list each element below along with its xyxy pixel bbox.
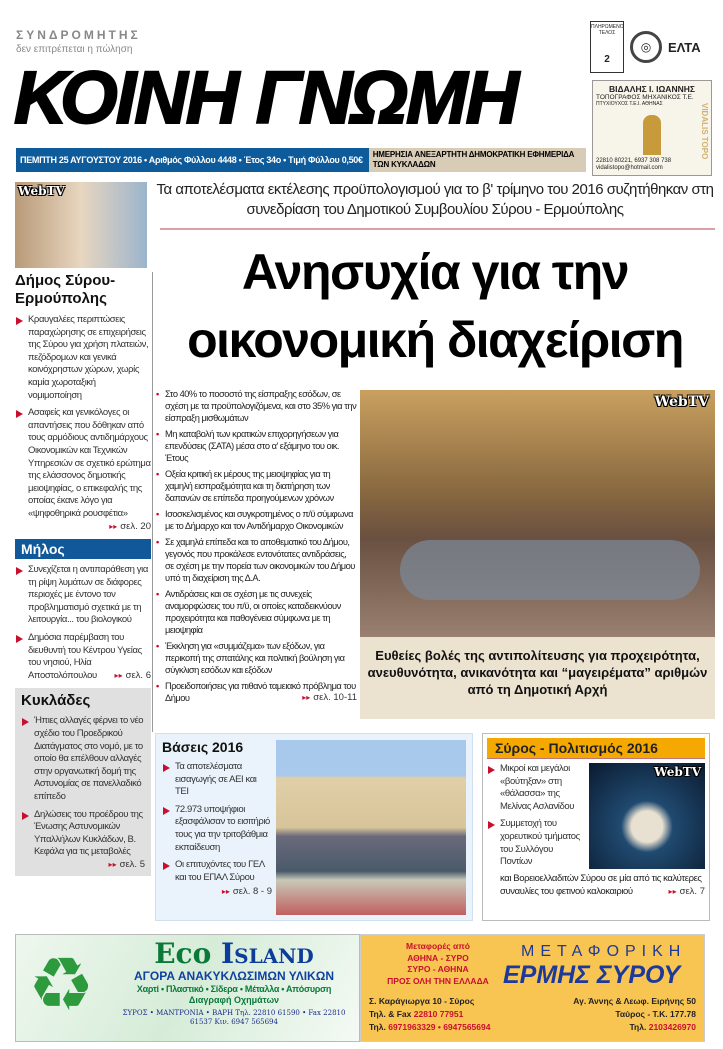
list-item: • Στο 40% το ποσοστό της είσπραξης εσόδων, σε σχέση με τα προϋπολογιζόμενα, και στο 35% για την είσπραξη μισθωμάτων bbox=[156, 388, 357, 424]
list-item[interactable]: Δηλώσεις του προέδρου της Ένωσης Αστυνομικών Υπαλλήλων Κυκλάδων, Β. Κεφάλα για τις μεταβολές bbox=[21, 809, 145, 859]
syros-section bbox=[482, 733, 710, 921]
main-bullets bbox=[156, 388, 357, 708]
list-item: • Οξεία κριτική εκ μέρους της μειοψηφίας για τη χαμηλή εισπραξιμότητα και τη διατήρηση των δαπανών σε επίπεδα προηγούμενων χρόνων bbox=[156, 468, 357, 504]
webtv-logo: WebTV bbox=[654, 765, 701, 779]
list-item: • Σε χαμηλά επίπεδα και το αποθεματικό του Δήμου, γεγονός που προκάλεσε εντονότατες αντιδράσεις, σε σχέση με την πορεία των οικονομικών του Δήμου υπό τη διαχείριση της Δ.Α. bbox=[156, 536, 357, 584]
list-item[interactable]: Ήπιες αλλαγές φέρνει το νέο σχέδιο του Προεδρικού Διατάγματος στο νομό, με το οποίο θα επέλθουν αλλαγές στην οργανωτική δομή της Αστυνομίας σε πανελλαδικό επίπεδο bbox=[21, 715, 145, 803]
tagline: ΗΜΕΡΗΣΙΑ ΑΝΕΞΑΡΤΗΤΗ ΔΗΜΟΚΡΑΤΙΚΗ ΕΦΗΜΕΡΙΔΑ ΤΩΝ ΚΥΚΛΑΔΩΝ bbox=[369, 148, 586, 172]
left-column bbox=[15, 272, 151, 876]
page-ref[interactable]: ▸▸ σελ. 20 bbox=[109, 520, 151, 532]
recycle-icon: ♻ bbox=[28, 943, 95, 1026]
council-photo bbox=[15, 182, 147, 268]
page-ref[interactable]: ▸▸ σελ. 10-11 bbox=[302, 692, 357, 703]
vidalis-ad[interactable]: ΒΙΔΑΛΗΣ Ι. ΙΩΑΝΝΗΣ ΤΟΠΟΓΡΑΦΟΣ ΜΗΧΑΝΙΚΟΣ Τ.Ε. ΠΤΥΧΙΟΥΧΟΣ Τ.Ε.Ι. ΑΘΗΝΑΣ VIDALIS TOPO 22810 80221, 6937 308 738 vidalistopo@hotmail.com bbox=[592, 80, 712, 176]
section-heading: Κυκλάδες bbox=[21, 692, 91, 710]
page-ref[interactable]: ▸▸ σελ. 8 - 9 bbox=[221, 886, 272, 898]
list-item[interactable]: 72.973 υποψήφιοι εξασφάλισαν το εισιτήριό τους για την τριτοβάθμια εκπαίδευση bbox=[162, 804, 272, 854]
page-ref[interactable]: ▸▸ σελ. 7 bbox=[668, 885, 705, 897]
page-ref[interactable]: ▸▸ σελ. 6 bbox=[114, 669, 151, 681]
surveyor-icon bbox=[643, 115, 661, 155]
subheadline: Τα αποτελέσματα εκτέλεσης προϋπολογισμού για το β' τρίμηνο του 2016 συζητήθηκαν στη συνεδρίαση του Δημοτικού Συμβουλίου Σύρου - Ερμούπολης bbox=[156, 181, 714, 218]
list-item: • Αντιδράσεις και σε σχέση με τις συνεχείς αναμορφώσεις του π/ϋ, οι οποίες καταδεικνύουν προχειρότητα και παθογένεια σύμφωνα με τη μειοψηφία bbox=[156, 588, 357, 636]
dateline-bar bbox=[16, 148, 586, 172]
dateline: ΠΕΜΠΤΗ 25 ΑΥΓΟΥΣΤΟΥ 2016 • Αριθμός Φύλλου 4448 • Έτος 34ο • Τιμή Φύλλου 0,50€ bbox=[16, 148, 369, 172]
subscriber-label: ΣΥΝΔΡΟΜΗΤΗΣ bbox=[16, 28, 141, 42]
photo-caption: Ευθείες βολές της αντιπολίτευσης για προχειρότητα, ανευθυνότητα, ανικανότητα και “μαγειρέματα” αριθμών από τη Δημοτική Αρχή bbox=[360, 637, 715, 719]
headline[interactable]: Ανησυχία για την οικονομική διαχείριση bbox=[187, 244, 683, 368]
school-photo bbox=[276, 740, 466, 915]
list-item[interactable]: Συνεχίζεται η αντιπαράθεση για τη ρίψη λυμάτων σε διάφορες περιοχές με έντονο τον προβληματισμό σχετικά με τη λειτουργία... του βιολογικού bbox=[15, 564, 151, 627]
kyklades-section bbox=[15, 688, 151, 875]
list-item[interactable]: Συμμετοχή του χορευτικού τμήματος του Συλλόγου Ποντίων bbox=[487, 818, 587, 868]
webtv-logo: WebTV bbox=[654, 394, 709, 410]
list-item: • Μη καταβολή των κρατικών επιχορηγήσεων για επενδύσεις (ΣΑΤΑ) μέσα στο α' εξάμηνο του οικ. Έτους bbox=[156, 428, 357, 464]
list-item: • Έκκληση για «συμμάζεμα» των εξόδων, για περικοπή της σπατάλης και πολιτική βούληση για σύγκλιση εσόδων και εξόδων bbox=[156, 640, 357, 676]
list-item[interactable]: Κραυγαλέες περιπτώσεις παραχώρησης σε επιχειρήσεις της Σύρου για χρήση πλατειών, πεζόδρομων και γενικά κοινόχρηστων χώρων, χωρίς καμία χωροταξική νομιμοποίηση bbox=[15, 314, 151, 402]
ermis-ad[interactable]: Μεταφορές από ΑΘΗΝΑ - ΣΥΡΟ ΣΥΡΟ - ΑΘΗΝΑ ΠΡΟΣ ΟΛΗ ΤΗΝ ΕΛΛΑΔΑ ΜΕΤΑΦΟΡΙΚΗ ΕΡΜΗΣ ΣΥΡΟΥ Σ. Καράγιωργα 10 - Σύρος Τηλ. & Fax 22810 77951 Τηλ. 6971963329 • 6947565694 Αγ. Άννης & Λεωφ. Ειρήνης 50 Ταύρος - Τ.Κ. 177.78 Τηλ. 2103426970 bbox=[360, 934, 705, 1042]
council-meeting-photo bbox=[360, 390, 715, 637]
page-ref[interactable]: ▸▸ σελ. 5 bbox=[108, 858, 145, 870]
list-item[interactable]: Ασαφείς και γενικόλογες οι απαντήσεις που δόθηκαν από τους αρμόδιους αντιδημάρχους Οικονομικών και Τεχνικών Υπηρεσιών σε σχετικό ερώτημα της ελάσσονος δημοτικής μειοψηφίας, ο επικεφαλής της οποίας έκανε λόγο για «ψηφοθηρικά ρουσφέτια» bbox=[15, 407, 151, 520]
masthead-title: ΚΟΙΝΗ ΓΝΩΜΗ bbox=[14, 56, 518, 139]
list-item: • Ισοσκελισμένος και συγκροτημένος ο π/ϋ σύμφωνα με το Δήμαρχο και τον Αντιδήμαρχο Οικονομικών bbox=[156, 508, 357, 532]
item-continuation: και Βορειοελλαδιτών Σύρου σε μία από τις καλύτερες συναυλίες του φετινού καλοκαιριού ▸▸ σελ. 7 bbox=[500, 873, 705, 897]
dimos-section bbox=[15, 272, 151, 533]
seal-icon: ◎ bbox=[630, 31, 662, 63]
subscriber-note: δεν επιτρέπεται η πώληση bbox=[16, 44, 133, 55]
section-heading: Μήλος bbox=[15, 539, 151, 559]
webtv-logo: WebTV bbox=[18, 184, 65, 198]
column-divider bbox=[152, 272, 153, 732]
list-item[interactable]: Τα αποτελέσματα εισαγωγής σε ΑΕΙ και ΤΕΙ bbox=[162, 761, 272, 799]
eco-island-ad[interactable]: ♻ Eco Island ΑΓΟΡΑ ΑΝΑΚΥΚΛΩΣΙΜΩΝ ΥΛΙΚΩΝ Χαρτί • Πλαστικό • Σίδερα • Μέταλλα • Απόσυρση Διαγραφή Οχημάτων ΣΥΡΟΣ • ΜΑΝΤΡΟΝΙΑ • ΒΑΡΗ Τηλ. 22810 61590 • Fax 22810 61537 Κιν. 6947 565694 bbox=[15, 934, 360, 1042]
baseis-section bbox=[155, 733, 473, 921]
list-item[interactable]: Οι επιτυχόντες του ΓΕΛ και του ΕΠΑΛ Σύρου bbox=[162, 859, 272, 884]
section-heading: Σύρος - Πολιτισμός 2016 bbox=[487, 738, 705, 759]
elta-logo: ΕΛΤΑ bbox=[668, 39, 701, 55]
section-heading: Δήμος Σύρου-Ερμούπολης bbox=[15, 272, 116, 307]
divider bbox=[160, 228, 715, 230]
list-item[interactable]: Μικροί και μεγάλοι «βούτηξαν» στη «θάλασσα» της Μελίνας Ασλανίδου bbox=[487, 763, 587, 813]
list-item: • Προειδοποιήσεις για πιθανό ταμειακό πρόβλημα του Δήμου ▸▸ σελ. 10-11 bbox=[156, 680, 357, 704]
milos-section bbox=[15, 539, 151, 682]
paid-stamp: ΠΛΗΡΩΜΕΝΟ ΤΕΛΟΣ 2 bbox=[590, 21, 624, 73]
postal-stamps bbox=[590, 20, 714, 74]
section-heading: Βάσεις 2016 bbox=[162, 739, 244, 755]
list-item[interactable]: Δημόσια παρέμβαση του διευθυντή του Κέντρου Υγείας του νησιού, Ηλία Αποστολόπουλου ▸▸ σελ. 6 bbox=[15, 632, 151, 682]
concert-photo bbox=[589, 763, 705, 869]
